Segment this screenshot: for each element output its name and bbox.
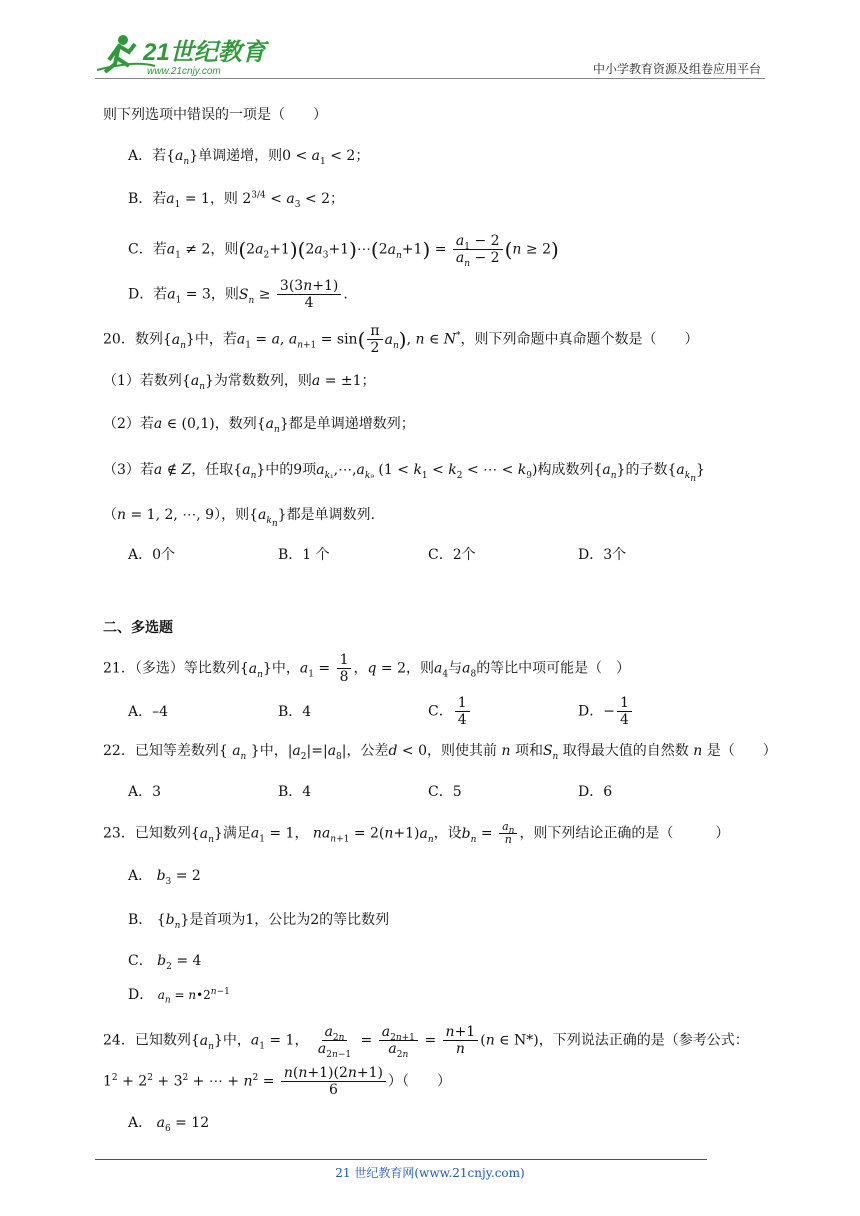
q24-formula: $1^2 + 2^2 + 3^2$ + ⋯ + $n^2$ = $\frac{n(n+1)(2n+1)}{6}$ ）（ ） — [103, 1065, 452, 1098]
q21-d: 与 — [448, 660, 463, 677]
q24-a-label: A． — [128, 1115, 153, 1131]
q20-option-a: A．0个 — [128, 547, 176, 563]
q20-statement-2: （2）若a ∈ (0,1)，数列$\{a_n\}$都是单调递增数列； — [103, 416, 415, 435]
q19-c-mid: ，则 — [210, 241, 239, 258]
q23-c: ，设 — [433, 825, 462, 842]
q22-d: ，则使其前 — [427, 743, 498, 759]
footer-link[interactable]: 21 世纪教育网(www.21cnjy.com) — [335, 1166, 525, 1180]
q20-s1a: （1）若数列 — [103, 373, 182, 389]
q20-s3d: 构成数列 — [537, 462, 594, 478]
q23-d-label: D． — [128, 987, 154, 1003]
q19-b-label: B．若 — [128, 191, 167, 207]
q22-option-a: A．3 — [128, 784, 162, 800]
q22-e: 项和 — [514, 743, 543, 759]
q23-option-c: C． $b_2 = 4$ — [128, 953, 202, 972]
q22-options — [128, 782, 728, 802]
q21-stem: 21．（多选）等比数列$\{a_n\}$中，$a_1$ = $\frac{1}{8}$ ，q = 2，则$a_4$与$a_8$的等比中项可能是（ ） — [103, 652, 631, 685]
q20-options — [128, 545, 728, 565]
q21-a: 21．（多选）等比数列 — [103, 660, 240, 677]
q24-stem: 24．已知数列$\{a_n\}$中，$a_1 = 1$， $\frac{a_{2n}}{a_{2n-1}}$ = $\frac{a_{2n+1}}{a_{2n}}$ = $\frac{n+1}{n}$ (n ∈ N*)，下列说法正确的是（参考公式： — [103, 1024, 749, 1060]
section-title: 二、多选题 — [103, 620, 173, 636]
q24-c: ，下列说法正确的是（参考公式： — [538, 1032, 749, 1049]
q19-stem: 则下列选项中错误的一项是（ ） — [103, 107, 327, 123]
q19-c-label: C．若 — [128, 241, 167, 258]
q19-a-label: A．若 — [128, 148, 167, 164]
q24-option-a: A． $a_6 = 12$ — [128, 1115, 210, 1134]
q21-b: 中， — [271, 660, 300, 677]
q19-d-label: D．若 — [128, 286, 168, 303]
q21-d-label: D． — [578, 703, 604, 720]
q20-s2a: （2）若 — [103, 416, 154, 432]
svg-text:www.21cnjy.com: www.21cnjy.com — [147, 66, 221, 77]
site-logo — [95, 30, 295, 78]
q20-num: 20．数列 — [103, 331, 163, 348]
q24-a: 24．已知数列 — [103, 1032, 191, 1049]
q24-d: ）（ ） — [388, 1073, 452, 1090]
q19-option-b: B．若$a_1 = 1$，则 $2^{3/4} < a_3 < 2$； — [128, 190, 345, 210]
q20-s3b: ，任取 — [191, 462, 234, 478]
q20-s1b: 为常数数列，则 — [213, 373, 312, 389]
q19-d-mid: ，则 — [210, 286, 239, 303]
q22-b: 中， — [259, 743, 288, 759]
q21-c: ，则 — [406, 660, 434, 677]
q23-a-label: A． — [128, 868, 153, 884]
q19-a-tail: 单调递增，则 — [198, 148, 283, 164]
q22-option-c: C．5 — [428, 784, 462, 800]
q19-b-mid: ，则 — [209, 191, 238, 207]
q21-option-d: D．− $\frac{1}{4}$ — [578, 695, 728, 728]
q23-c-label: C． — [128, 953, 153, 969]
q23-b-label: B． — [128, 912, 153, 928]
q22-stem: 22．已知等差数列{ $a_n$ }中，$|a_2|=|a_8|$，公差d < 0，则使其前 n 项和$S_n$ 取得最大值的自然数 n 是（ ） — [103, 743, 777, 762]
q19-a-end: ； — [355, 148, 370, 164]
q20-tail: ，则下列命题中真命题个数是（ ） — [460, 331, 699, 348]
q19-option-d: D．若$a_1 = 3$，则$S_n$ ≥ $\frac{3(3n+1)}{4}$ . — [128, 278, 348, 311]
q22-option-d: D．6 — [578, 784, 613, 800]
q20-stem: 20．数列$\{a_n\}$中，若$a_1 = a$, $a_{n+1} = \sin$( $\frac{\pi}{2}$ $a_n$), n ∈ N*，则下列命题中真命题个数是（ ） — [103, 323, 699, 356]
q21-option-a: A．–4 — [128, 703, 169, 720]
q19-option-a: A．若$\{a_n\}$单调递增，则$0 < a_1 < 2$； — [128, 148, 370, 167]
q20-s3a: （3）若 — [103, 462, 154, 478]
q20-s3e: 的子数 — [625, 462, 668, 478]
q23-d: ，则下列结论正确的是（ ） — [519, 825, 730, 842]
q22-option-b: B．4 — [278, 784, 312, 800]
q24-b: 中， — [222, 1032, 251, 1049]
q21-options — [128, 695, 728, 728]
q20-s2c: 都是单调递增数列； — [288, 416, 415, 432]
q22-a: 22．已知等差数列 — [103, 743, 219, 759]
q23-option-d: D． $a_n$ = $n•2^{n-1}$ — [128, 987, 230, 1006]
q20-statement-1: （1）若数列$\{a_n\}$为常数数列，则a = ±1； — [103, 373, 376, 392]
q23-stem: 23．已知数列$\{a_n\}$满足$a_1 = 1$， $na_{n+1} = 2(n+1)a_n$，设$b_n$ = $\frac{a_n}{n}$ ，则下列结论正确的是（ ） — [103, 820, 730, 846]
q22-f: 取得最大值的自然数 — [562, 743, 689, 759]
header-slogan: 中小学教育资源及组卷应用平台 — [592, 62, 761, 76]
header-divider — [95, 78, 765, 79]
q20-option-d: D．3个 — [578, 547, 627, 563]
page-header — [95, 30, 765, 80]
q20-s3c: 中的9项 — [265, 462, 317, 478]
q22-c: ，公差 — [346, 743, 389, 759]
q20-mid: 中，若 — [194, 331, 237, 348]
q21-option-b: B．4 — [278, 703, 312, 720]
q20-option-b: B．1 个 — [278, 547, 330, 563]
q20-s2b: ，数列 — [214, 416, 257, 432]
q19-option-c: C．若$a_1 \ne 2$，则$(2a_2+1)(2a_3+1)\cdots(2a_n+1)$ = $\frac{a_1 - 2}{a_n - 2}$ (n ≥ 2) — [128, 233, 559, 269]
q21-e: 的等比中项可能是（ ） — [476, 660, 631, 677]
q23-a: 23．已知数列 — [103, 825, 191, 842]
footer-divider — [95, 1159, 707, 1160]
q20-option-c: C．2个 — [428, 547, 476, 563]
q23-b: 满足 — [222, 825, 251, 842]
q23-b-text: 是首项为1，公比为2的等比数列 — [189, 912, 390, 928]
q21-c-label: C． — [428, 703, 453, 720]
q23-option-a: A． $b_3 = 2$ — [128, 868, 201, 887]
q20-statement-3-cont: （n = 1, 2, ⋯, 9），则$\{a_{k_n}\}$都是单调数列. — [103, 507, 376, 529]
q22-g: 是（ ） — [706, 743, 777, 759]
svg-text:21世纪教育: 21世纪教育 — [143, 39, 266, 66]
q20-statement-3: （3）若a ∉ Z，任取$\{a_n\}$中的9项$a_{k_1},\cdots,a_{k_9}$ ($1 < k_1 < k_2$ < ⋯ < $k_9$)构成数列$\{a_n\}$的子数$\{a_{k_n}\}$ — [103, 462, 705, 484]
q23-option-b: B． $\{b_n\}$是首项为1，公比为2的等比数列 — [128, 912, 390, 931]
q21-option-c: C． $\frac{1}{4}$ — [428, 695, 578, 728]
q20-s3f: ），则 — [214, 507, 250, 523]
q20-s3g: 都是单调数列. — [286, 507, 376, 523]
